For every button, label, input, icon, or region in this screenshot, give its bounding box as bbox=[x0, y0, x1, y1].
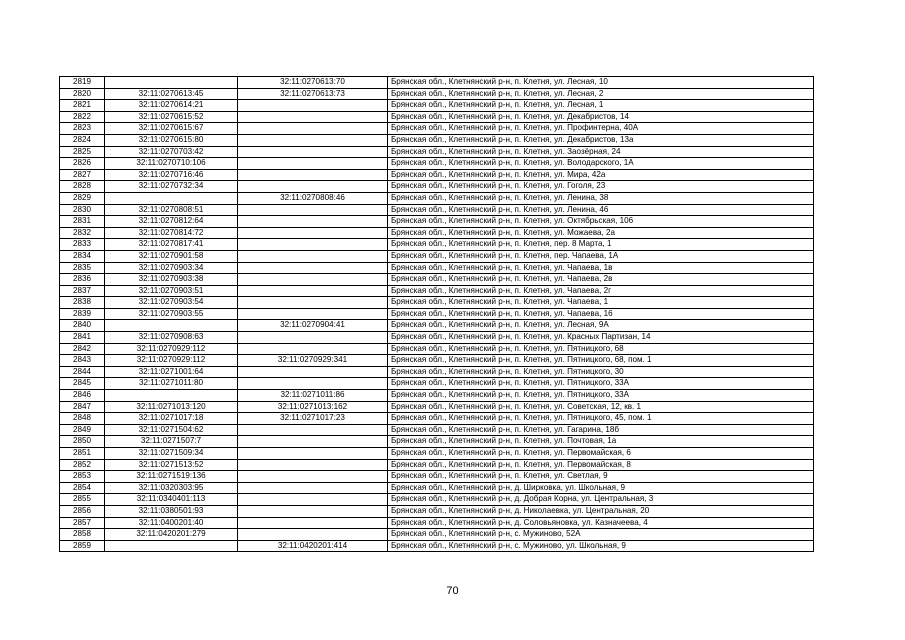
row-number-cell: 2842 bbox=[60, 343, 105, 355]
row-number-cell: 2824 bbox=[60, 134, 105, 146]
address-cell: Брянская обл., Клетнянский р-н, п. Клетня, ул. Пятницкого, 33А bbox=[388, 390, 814, 402]
cadastral-number-cell: 32:11:0270903:54 bbox=[105, 297, 238, 309]
object-cadastral-number-cell bbox=[238, 517, 388, 529]
cadastral-number-cell: 32:11:0270903:51 bbox=[105, 285, 238, 297]
table-row bbox=[60, 158, 814, 170]
object-cadastral-number-cell bbox=[238, 123, 388, 135]
address-cell: Брянская обл., Клетнянский р-н, п. Клетня, ул. Декабристов, 14 bbox=[388, 111, 814, 123]
table-row bbox=[60, 239, 814, 251]
address-cell: Брянская обл., Клетнянский р-н, п. Клетня, ул. Гагарина, 18б bbox=[388, 424, 814, 436]
table-row bbox=[60, 216, 814, 228]
address-cell: Брянская обл., Клетнянский р-н, п. Клетня, ул. Светлая, 9 bbox=[388, 471, 814, 483]
object-cadastral-number-cell bbox=[238, 448, 388, 460]
address-cell: Брянская обл., Клетнянский р-н, с. Мужиново, ул. Школьная, 9 bbox=[388, 540, 814, 552]
cadastral-number-cell: 32:11:0270808:51 bbox=[105, 204, 238, 216]
address-cell: Брянская обл., Клетнянский р-н, п. Клетня, пер. 8 Марта, 1 bbox=[388, 239, 814, 251]
row-number-cell: 2830 bbox=[60, 204, 105, 216]
object-cadastral-number-cell bbox=[238, 366, 388, 378]
address-cell: Брянская обл., Клетнянский р-н, п. Клетня, ул. Пятницкого, 33А bbox=[388, 378, 814, 390]
cadastral-number-cell: 32:11:0270732:34 bbox=[105, 181, 238, 193]
row-number-cell: 2848 bbox=[60, 413, 105, 425]
row-number-cell: 2847 bbox=[60, 401, 105, 413]
property-table-body bbox=[60, 77, 814, 552]
row-number-cell: 2837 bbox=[60, 285, 105, 297]
cadastral-number-cell: 32:11:0270814:72 bbox=[105, 227, 238, 239]
table-row bbox=[60, 494, 814, 506]
row-number-cell: 2851 bbox=[60, 448, 105, 460]
address-cell: Брянская обл., Клетнянский р-н, д. Ширковка, ул. Школьная, 9 bbox=[388, 482, 814, 494]
table-row bbox=[60, 471, 814, 483]
table-row bbox=[60, 308, 814, 320]
cadastral-number-cell bbox=[105, 390, 238, 402]
cadastral-number-cell: 32:11:0320303:95 bbox=[105, 482, 238, 494]
cadastral-number-cell: 32:11:0270812:64 bbox=[105, 216, 238, 228]
row-number-cell: 2833 bbox=[60, 239, 105, 251]
address-cell: Брянская обл., Клетнянский р-н, п. Клетня, ул. Чапаева, 2в bbox=[388, 274, 814, 286]
cadastral-number-cell bbox=[105, 320, 238, 332]
table-row bbox=[60, 227, 814, 239]
table-row bbox=[60, 540, 814, 552]
address-cell: Брянская обл., Клетнянский р-н, п. Клетня, ул. Можаева, 2а bbox=[388, 227, 814, 239]
table-row bbox=[60, 100, 814, 112]
table-row bbox=[60, 355, 814, 367]
cadastral-number-cell bbox=[105, 77, 238, 89]
row-number-cell: 2850 bbox=[60, 436, 105, 448]
object-cadastral-number-cell bbox=[238, 169, 388, 181]
object-cadastral-number-cell bbox=[238, 250, 388, 262]
address-cell: Брянская обл., Клетнянский р-н, п. Клетня, ул. Пятницкого, 45, пом. 1 bbox=[388, 413, 814, 425]
object-cadastral-number-cell bbox=[238, 262, 388, 274]
cadastral-number-cell: 32:11:0270903:55 bbox=[105, 308, 238, 320]
row-number-cell: 2840 bbox=[60, 320, 105, 332]
table-row bbox=[60, 378, 814, 390]
cadastral-number-cell: 32:11:0420201:279 bbox=[105, 529, 238, 541]
row-number-cell: 2821 bbox=[60, 100, 105, 112]
cadastral-number-cell: 32:11:0270615:80 bbox=[105, 134, 238, 146]
cadastral-number-cell: 32:11:0270901:58 bbox=[105, 250, 238, 262]
cadastral-number-cell: 32:11:0271507:7 bbox=[105, 436, 238, 448]
property-table bbox=[59, 76, 814, 552]
object-cadastral-number-cell bbox=[238, 285, 388, 297]
table-row bbox=[60, 343, 814, 355]
table-row bbox=[60, 77, 814, 89]
table-row bbox=[60, 366, 814, 378]
table-row bbox=[60, 297, 814, 309]
cadastral-number-cell: 32:11:0400201:40 bbox=[105, 517, 238, 529]
address-cell: Брянская обл., Клетнянский р-н, п. Клетня, ул. Лесная, 2 bbox=[388, 88, 814, 100]
object-cadastral-number-cell: 32:11:0270929:341 bbox=[238, 355, 388, 367]
object-cadastral-number-cell bbox=[238, 332, 388, 344]
address-cell: Брянская обл., Клетнянский р-н, п. Клетня, ул. Первомайская, 6 bbox=[388, 448, 814, 460]
address-cell: Брянская обл., Клетнянский р-н, п. Клетня, ул. Заозёрная, 24 bbox=[388, 146, 814, 158]
address-cell: Брянская обл., Клетнянский р-н, п. Клетня, ул. Пятницкого, 68, пом. 1 bbox=[388, 355, 814, 367]
object-cadastral-number-cell bbox=[238, 111, 388, 123]
row-number-cell: 2829 bbox=[60, 192, 105, 204]
cadastral-number-cell: 32:11:0270615:67 bbox=[105, 123, 238, 135]
address-cell: Брянская обл., Клетнянский р-н, п. Клетня, ул. Лесная, 10 bbox=[388, 77, 814, 89]
object-cadastral-number-cell bbox=[238, 181, 388, 193]
cadastral-number-cell: 32:11:0340401:113 bbox=[105, 494, 238, 506]
address-cell: Брянская обл., Клетнянский р-н, п. Клетня, ул. Ленина, 46 bbox=[388, 204, 814, 216]
address-cell: Брянская обл., Клетнянский р-н, п. Клетня, ул. Мира, 42а bbox=[388, 169, 814, 181]
row-number-cell: 2845 bbox=[60, 378, 105, 390]
cadastral-number-cell: 32:11:0271011:80 bbox=[105, 378, 238, 390]
object-cadastral-number-cell bbox=[238, 505, 388, 517]
table-row bbox=[60, 505, 814, 517]
cadastral-number-cell: 32:11:0380501:93 bbox=[105, 505, 238, 517]
address-cell: Брянская обл., Клетнянский р-н, п. Клетня, ул. Лесная, 9А bbox=[388, 320, 814, 332]
table-row bbox=[60, 169, 814, 181]
row-number-cell: 2828 bbox=[60, 181, 105, 193]
cadastral-number-cell: 32:11:0270613:45 bbox=[105, 88, 238, 100]
cadastral-number-cell: 32:11:0271013:120 bbox=[105, 401, 238, 413]
cadastral-number-cell: 32:11:0270817:41 bbox=[105, 239, 238, 251]
object-cadastral-number-cell bbox=[238, 459, 388, 471]
cadastral-number-cell: 32:11:0270929:112 bbox=[105, 343, 238, 355]
table-row bbox=[60, 320, 814, 332]
address-cell: Брянская обл., Клетнянский р-н, п. Клетня, ул. Лесная, 1 bbox=[388, 100, 814, 112]
cadastral-number-cell bbox=[105, 540, 238, 552]
cadastral-number-cell: 32:11:0270908:63 bbox=[105, 332, 238, 344]
object-cadastral-number-cell bbox=[238, 343, 388, 355]
table-row bbox=[60, 436, 814, 448]
table-row bbox=[60, 111, 814, 123]
address-cell: Брянская обл., Клетнянский р-н, п. Клетня, ул. Чапаева, 16 bbox=[388, 308, 814, 320]
cadastral-number-cell: 32:11:0270903:34 bbox=[105, 262, 238, 274]
row-number-cell: 2820 bbox=[60, 88, 105, 100]
object-cadastral-number-cell: 32:11:0270613:70 bbox=[238, 77, 388, 89]
row-number-cell: 2856 bbox=[60, 505, 105, 517]
row-number-cell: 2854 bbox=[60, 482, 105, 494]
cadastral-number-cell bbox=[105, 192, 238, 204]
table-row bbox=[60, 390, 814, 402]
row-number-cell: 2843 bbox=[60, 355, 105, 367]
table-row bbox=[60, 517, 814, 529]
cadastral-number-cell: 32:11:0271001:64 bbox=[105, 366, 238, 378]
object-cadastral-number-cell bbox=[238, 239, 388, 251]
object-cadastral-number-cell bbox=[238, 471, 388, 483]
object-cadastral-number-cell: 32:11:0420201:414 bbox=[238, 540, 388, 552]
table-row bbox=[60, 401, 814, 413]
object-cadastral-number-cell bbox=[238, 100, 388, 112]
address-cell: Брянская обл., Клетнянский р-н, п. Клетня, ул. Красных Партизан, 14 bbox=[388, 332, 814, 344]
cadastral-number-cell: 32:11:0270614:21 bbox=[105, 100, 238, 112]
table-row bbox=[60, 285, 814, 297]
object-cadastral-number-cell: 32:11:0270904:41 bbox=[238, 320, 388, 332]
row-number-cell: 2846 bbox=[60, 390, 105, 402]
table-row bbox=[60, 424, 814, 436]
address-cell: Брянская обл., Клетнянский р-н, п. Клетня, ул. Первомайская, 8 bbox=[388, 459, 814, 471]
row-number-cell: 2825 bbox=[60, 146, 105, 158]
object-cadastral-number-cell bbox=[238, 227, 388, 239]
object-cadastral-number-cell bbox=[238, 308, 388, 320]
object-cadastral-number-cell bbox=[238, 424, 388, 436]
cadastral-number-cell: 32:11:0271519:136 bbox=[105, 471, 238, 483]
row-number-cell: 2841 bbox=[60, 332, 105, 344]
row-number-cell: 2857 bbox=[60, 517, 105, 529]
row-number-cell: 2831 bbox=[60, 216, 105, 228]
cadastral-number-cell: 32:11:0271509:34 bbox=[105, 448, 238, 460]
address-cell: Брянская обл., Клетнянский р-н, п. Клетня, ул. Чапаева, 2г bbox=[388, 285, 814, 297]
cadastral-number-cell: 32:11:0270903:38 bbox=[105, 274, 238, 286]
row-number-cell: 2852 bbox=[60, 459, 105, 471]
object-cadastral-number-cell bbox=[238, 204, 388, 216]
address-cell: Брянская обл., Клетнянский р-н, п. Клетня, ул. Володарского, 1А bbox=[388, 158, 814, 170]
address-cell: Брянская обл., Клетнянский р-н, п. Клетня, ул. Пятницкого, 68 bbox=[388, 343, 814, 355]
table-row bbox=[60, 529, 814, 541]
address-cell: Брянская обл., Клетнянский р-н, п. Клетня, ул. Советская, 12, кв. 1 bbox=[388, 401, 814, 413]
row-number-cell: 2853 bbox=[60, 471, 105, 483]
cadastral-number-cell: 32:11:0270615:52 bbox=[105, 111, 238, 123]
address-cell: Брянская обл., Клетнянский р-н, п. Клетня, ул. Декабристов, 13а bbox=[388, 134, 814, 146]
table-row bbox=[60, 181, 814, 193]
table-row bbox=[60, 274, 814, 286]
address-cell: Брянская обл., Клетнянский р-н, п. Клетня, ул. Чапаева, 1в bbox=[388, 262, 814, 274]
address-cell: Брянская обл., Клетнянский р-н, д. Добрая Корна, ул. Центральная, 3 bbox=[388, 494, 814, 506]
object-cadastral-number-cell bbox=[238, 494, 388, 506]
row-number-cell: 2838 bbox=[60, 297, 105, 309]
table-row bbox=[60, 250, 814, 262]
cadastral-number-cell: 32:11:0270929:112 bbox=[105, 355, 238, 367]
table-row bbox=[60, 459, 814, 471]
table-row bbox=[60, 262, 814, 274]
address-cell: Брянская обл., Клетнянский р-н, д. Соловьяновка, ул. Казначеева, 4 bbox=[388, 517, 814, 529]
row-number-cell: 2823 bbox=[60, 123, 105, 135]
cadastral-number-cell: 32:11:0271504:62 bbox=[105, 424, 238, 436]
row-number-cell: 2826 bbox=[60, 158, 105, 170]
object-cadastral-number-cell: 32:11:0271017:23 bbox=[238, 413, 388, 425]
object-cadastral-number-cell bbox=[238, 482, 388, 494]
row-number-cell: 2858 bbox=[60, 529, 105, 541]
object-cadastral-number-cell bbox=[238, 216, 388, 228]
address-cell: Брянская обл., Клетнянский р-н, п. Клетня, ул. Пятницкого, 30 bbox=[388, 366, 814, 378]
cadastral-number-cell: 32:11:0271513:52 bbox=[105, 459, 238, 471]
row-number-cell: 2819 bbox=[60, 77, 105, 89]
object-cadastral-number-cell bbox=[238, 436, 388, 448]
table-row bbox=[60, 448, 814, 460]
row-number-cell: 2822 bbox=[60, 111, 105, 123]
row-number-cell: 2834 bbox=[60, 250, 105, 262]
table-row bbox=[60, 332, 814, 344]
object-cadastral-number-cell bbox=[238, 297, 388, 309]
row-number-cell: 2832 bbox=[60, 227, 105, 239]
row-number-cell: 2849 bbox=[60, 424, 105, 436]
table-row bbox=[60, 123, 814, 135]
row-number-cell: 2839 bbox=[60, 308, 105, 320]
row-number-cell: 2835 bbox=[60, 262, 105, 274]
row-number-cell: 2844 bbox=[60, 366, 105, 378]
table-row bbox=[60, 482, 814, 494]
object-cadastral-number-cell bbox=[238, 274, 388, 286]
object-cadastral-number-cell: 32:11:0270613:73 bbox=[238, 88, 388, 100]
cadastral-number-cell: 32:11:0271017:18 bbox=[105, 413, 238, 425]
cadastral-number-cell: 32:11:0270703:42 bbox=[105, 146, 238, 158]
table-row bbox=[60, 146, 814, 158]
object-cadastral-number-cell bbox=[238, 529, 388, 541]
object-cadastral-number-cell: 32:11:0271013:162 bbox=[238, 401, 388, 413]
object-cadastral-number-cell bbox=[238, 378, 388, 390]
address-cell: Брянская обл., Клетнянский р-н, п. Клетня, ул. Ленина, 38 bbox=[388, 192, 814, 204]
row-number-cell: 2827 bbox=[60, 169, 105, 181]
address-cell: Брянская обл., Клетнянский р-н, п. Клетня, ул. Профинтерна, 40А bbox=[388, 123, 814, 135]
table-row bbox=[60, 134, 814, 146]
table-row bbox=[60, 413, 814, 425]
address-cell: Брянская обл., Клетнянский р-н, п. Клетня, пер. Чапаева, 1А bbox=[388, 250, 814, 262]
object-cadastral-number-cell bbox=[238, 134, 388, 146]
address-cell: Брянская обл., Клетнянский р-н, д. Николаевка, ул. Центральная, 20 bbox=[388, 505, 814, 517]
table-row bbox=[60, 204, 814, 216]
address-cell: Брянская обл., Клетнянский р-н, п. Клетня, ул. Октябрьская, 106 bbox=[388, 216, 814, 228]
cadastral-number-cell: 32:11:0270710:106 bbox=[105, 158, 238, 170]
cadastral-number-cell: 32:11:0270716:46 bbox=[105, 169, 238, 181]
table-row bbox=[60, 192, 814, 204]
row-number-cell: 2859 bbox=[60, 540, 105, 552]
object-cadastral-number-cell: 32:11:0270808:46 bbox=[238, 192, 388, 204]
row-number-cell: 2836 bbox=[60, 274, 105, 286]
object-cadastral-number-cell bbox=[238, 146, 388, 158]
object-cadastral-number-cell: 32:11:0271011:86 bbox=[238, 390, 388, 402]
table-row bbox=[60, 88, 814, 100]
object-cadastral-number-cell bbox=[238, 158, 388, 170]
row-number-cell: 2855 bbox=[60, 494, 105, 506]
address-cell: Брянская обл., Клетнянский р-н, с. Мужиново, 52А bbox=[388, 529, 814, 541]
page-number: 70 bbox=[446, 585, 459, 597]
address-cell: Брянская обл., Клетнянский р-н, п. Клетня, ул. Почтовая, 1а bbox=[388, 436, 814, 448]
address-cell: Брянская обл., Клетнянский р-н, п. Клетня, ул. Чапаева, 1 bbox=[388, 297, 814, 309]
address-cell: Брянская обл., Клетнянский р-н, п. Клетня, ул. Гоголя, 23 bbox=[388, 181, 814, 193]
